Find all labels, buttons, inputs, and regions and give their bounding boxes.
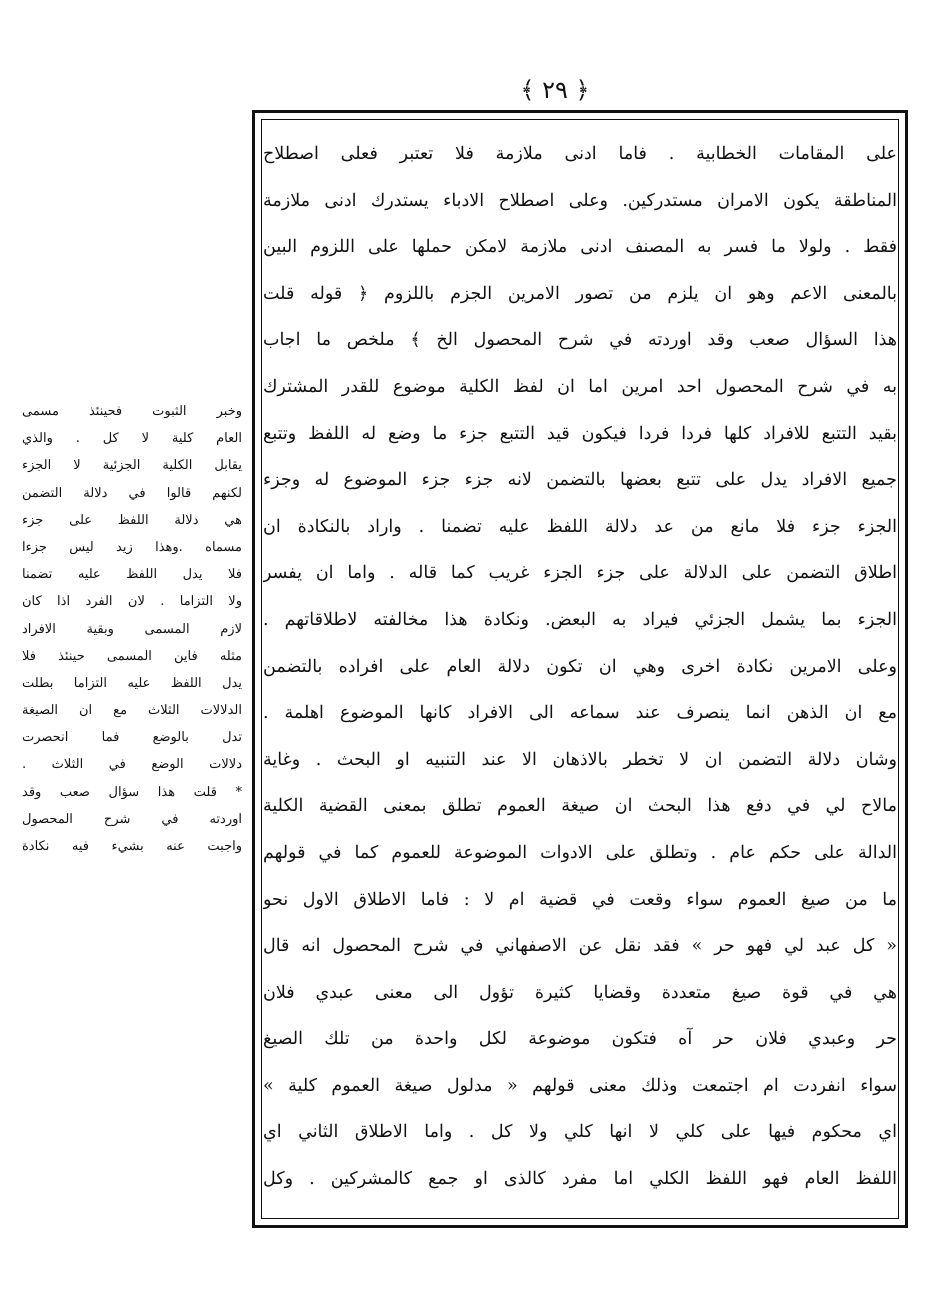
- main-text-line: الجزء جزء فلا مانع من عد دلالة اللفظ عليه تضمنا . واراد بالنكادة ان: [263, 516, 897, 537]
- main-text-block: [263, 131, 897, 1203]
- main-text-line: به في شرح المحصول احد امرين اما ان لفظ الكلية موضوع للقدر المشترك: [263, 376, 897, 397]
- main-text-line: جميع الافراد يدل على تتبع بعضها بالتضمن لانه جزء جزء الموضوع له وجزء: [263, 470, 897, 491]
- margin-note-line: ولا التزاما . لان الفرد اذا كان: [22, 594, 242, 610]
- margin-note-line: يقابل الكلية الجزئية لا الجزء: [22, 458, 242, 474]
- margin-note-line: دلالات الوضع في الثلاث .: [22, 757, 242, 773]
- main-text-line: مع ان الذهن انما ينصرف عند سماعه الى الافراد كانها الموضوع اهلمة .: [263, 703, 897, 724]
- main-text-line: مالاح لي في دفع هذا البحث ان صيغة العموم تطلق بمعنى القضية الكلية: [263, 796, 897, 817]
- margin-note-line: لازم المسمى وبقية الافراد: [22, 621, 242, 637]
- main-text-line: على المقامات الخطابية . فاما ادنى ملازمة فلا تعتبر فعلى اصطلاح: [263, 144, 897, 164]
- margin-note-line: تدل بالوضع فما انحصرت: [22, 730, 242, 746]
- margin-note-line: يدل اللفظ عليه التزاما بطلت: [22, 675, 242, 691]
- main-text-line: اي محكوم فيها على كلي لا انها كلي ولا كل . واما الاطلاق الثاني اي: [263, 1122, 897, 1143]
- margin-note-line: هي دلالة اللفظ على جزء: [22, 512, 242, 528]
- main-text-line: اطلاق التضمن على الدلالة على جزء الجزء غريب كما قاله . واما ان يفسر: [263, 563, 897, 584]
- main-text-line: هي في قوة صيغ متعددة وقضايا كثيرة تؤول الى معنى عبدي فلان: [263, 982, 897, 1003]
- main-text-line: وعلى الامرين نكادة اخرى وهي ان تكون دلالة العام على افراده بالتضمن: [263, 656, 897, 677]
- main-text-line: سواء انفردت ام اجتمعت وذلك معنى قولهم « مدلول صيغة العموم كلية »: [263, 1075, 897, 1096]
- margin-note: [22, 398, 242, 860]
- main-text-line: بقيد التتبع للافراد كلها فردا فردا فيكون قيد التتبع جزء ما وضع له اللفظ وتتبع: [263, 423, 897, 444]
- margin-note-line: الدلالات الثلاث مع ان الصيغة: [22, 703, 242, 719]
- margin-note-line: فلا يدل اللفظ عليه تضمنا: [22, 567, 242, 583]
- main-text-line: فقط . ولولا ما فسر به المصنف ادنى ملازمة لامكن حملها على اللزوم البين: [263, 237, 897, 258]
- main-text-line: المناطقة يكون الامران مستدركين. وعلى اصطلاح الادباء يستدرك ادنى ملازمة: [263, 190, 897, 211]
- page-number: ﴿ ٢٩ ﴾: [520, 76, 590, 104]
- margin-note-line: مثله فاين المسمى حينئذ فلا: [22, 648, 242, 664]
- main-text-line: « كل عبد لي فهو حر » فقد نقل عن الاصفهاني في شرح المحصول انه قال: [263, 936, 897, 957]
- margin-note-line: العام كلية لا كل . والذي: [22, 431, 242, 447]
- main-text-line: بالمعنى الاعم وهو ان يلزم من تصور الامرين الجزم باللزوم ﴿ قوله قلت: [263, 283, 897, 304]
- margin-note-line: مسماه .وهذا زيد ليس جزءا: [22, 539, 242, 555]
- margin-note-line: لكنهم قالوا في دلالة التضمن: [22, 485, 242, 501]
- main-text-line: اللفظ العام فهو اللفظ الكلي اما مفرد كالذى او جمع كالمشركين . وكل: [263, 1169, 897, 1190]
- text-frame: [252, 110, 908, 1228]
- main-text-line: وشان دلالة التضمن ان لا تخطر بالاذهان الا عند التنبيه او البحث . وغاية: [263, 749, 897, 770]
- main-text-line: حر وعبدي فلان حر آه فتكون موضوعة لكل واحدة من تلك الصيغ: [263, 1029, 897, 1050]
- main-text-line: ما من صيغ العموم سواء وقعت في قضية ام لا : فاما الاطلاق الاول نحو: [263, 889, 897, 910]
- margin-note-line: وخبر الثبوت فحينئذ مسمى: [22, 404, 242, 419]
- main-text-line: الجزء بما يشمل الجزئي فيراد به البعض. ونكادة هذا مخالفته لاطلاقاتهم .: [263, 609, 897, 630]
- main-text-line: الدالة على حكم عام . وتطلق على الادوات الموضوعة للعموم كما في قولهم: [263, 842, 897, 863]
- margin-note-line: اوردته في شرح المحصول: [22, 811, 242, 827]
- margin-note-line: واجبت عنه بشيء فيه نكادة: [22, 839, 242, 854]
- main-text-line: هذا السؤال صعب وقد اوردته في شرح المحصول الخ ﴾ ملخص ما اجاب: [263, 330, 897, 351]
- margin-note-line: * قلت هذا سؤال صعب وقد: [22, 784, 242, 800]
